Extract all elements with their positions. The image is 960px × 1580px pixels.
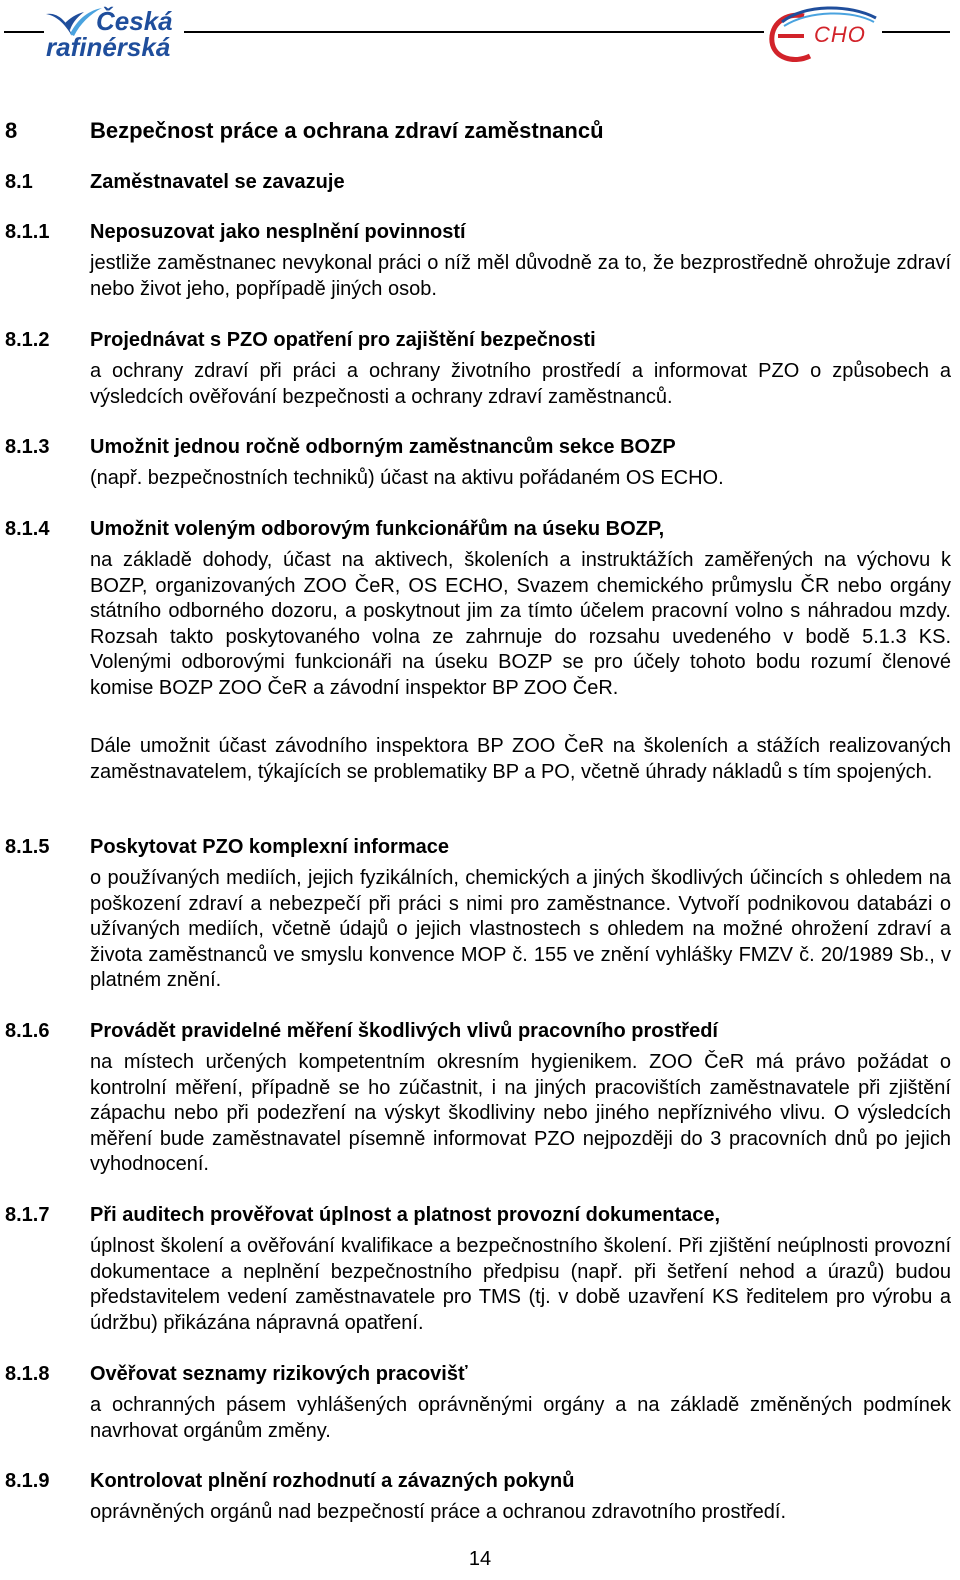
section-paragraph: na místech určených kompetentním okresním hygienikem. ZOO ČeR má právo požádat o kontrolní měření, případně se ho zúčastnit, i na jiných pracovištích zaměstnavatele při zjištění zápachu nebo při podezření na výskyt škodliviny nebo jiného nepříznivého vlivu. O výsledcích měření bude zaměstnavatel písemně informovat PZO nejpozději do 3 pracovních dnů po jejich vyhodnocení. — [90, 1051, 951, 1176]
section-paragraph: a ochrany zdraví při práci a ochrany životního prostředí a informovat PZO o způsobech a výsledcích ověřování bezpečnosti a ochrany zdraví zaměstnanců. — [90, 360, 951, 408]
section-paragraph: a ochranných pásem vyhlášených oprávněnými orgány a na základě změněných podmínek navrhovat orgánům změny. — [90, 1394, 951, 1442]
section-paragraph: o používaných mediích, jejich fyzikálních, chemických a jiných škodlivých účincích s ohledem na poškození zdraví a nebezpečí při práci s nimi pro zaměstnance. Vytvoří podnikovou databázi o užívaných mediích, včetně údajů o jejich vlastnostech s ohledem na možné ohrožení zdraví a života zaměstnanců ve smyslu konvence MOP č. 155 ve znění vyhlášky FMZV č. 20/1989 Sb., v platném znění. — [90, 867, 951, 992]
echo-logo — [764, 2, 882, 66]
page-number: 14 — [468, 1548, 492, 1570]
section-paragraph: oprávněných orgánů nad bezpečností práce a ochranou zdravotního prostředí. — [90, 1501, 787, 1523]
section-number: 8.1 — [5, 171, 33, 193]
section-paragraph: Dále umožnit účast závodního inspektora BP ZOO ČeR na školeních a stážích realizovaných zaměstnavatelem, týkajících se problematiky BP a PO, včetně úhrady nákladů s tím spojených. — [90, 735, 951, 783]
section-number: 8.1.9 — [5, 1470, 50, 1492]
section-number: 8.1.6 — [5, 1020, 50, 1042]
section-heading: Projednávat s PZO opatření pro zajištění bezpečnosti — [90, 329, 596, 351]
section-paragraph: úplnost školení a ověřování kvalifikace a bezpečnostního školení. Při zjištění neúplnosti provozní dokumentace a neplnění bezpečnostního předpisu (např. při šetření nehod a úrazů) budou představitelem vedení zaměstnavatele pro TMS (tj. v době uzavření KS ředitelem pro výrobu a údržbu) přikázána nápravná opatření. — [90, 1235, 951, 1334]
section-heading: Provádět pravidelné měření škodlivých vlivů pracovního prostředí — [90, 1020, 718, 1042]
echo-logo-text: CHO — [814, 22, 866, 47]
section-heading: Kontrolovat plnění rozhodnutí a závazných pokynů — [90, 1470, 575, 1492]
section-number: 8.1.5 — [5, 836, 50, 858]
section-number: 8.1.7 — [5, 1204, 50, 1226]
section-heading: Při auditech prověřovat úplnost a platnost provozní dokumentace, — [90, 1204, 721, 1226]
section-heading: Bezpečnost práce a ochrana zdraví zaměstnanců — [90, 118, 604, 143]
section-number: 8 — [5, 118, 18, 143]
section-paragraph: (např. bezpečnostních techniků) účast na aktivu pořádaném OS ECHO. — [90, 467, 724, 489]
logo-text-line1: Česká — [96, 6, 173, 36]
ceska-rafinerska-logo — [44, 4, 184, 64]
logo-text-line2: rafinérská — [46, 32, 171, 62]
section-heading: Neposuzovat jako nesplnění povinností — [90, 221, 466, 243]
page-header — [0, 0, 960, 70]
section-number: 8.1.2 — [5, 329, 50, 351]
section-paragraph: jestliže zaměstnanec nevykonal práci o níž měl důvodně za to, že bezprostředně ohrožuje zdraví nebo život jeho, popřípadě jiných osob. — [90, 252, 951, 300]
section-heading: Umožnit voleným odborovým funkcionářům na úseku BOZP, — [90, 518, 665, 540]
section-number: 8.1.4 — [5, 518, 50, 540]
section-number: 8.1.1 — [5, 221, 50, 243]
section-paragraph: na základě dohody, účast na aktivech, školeních a instruktážích zaměřených na výchovu k BOZP, organizovaných ZOO ČeR, OS ECHO, Svazem chemického průmyslu ČR nebo orgány státního odborného dozoru, a poskytnout jim za tímto účelem pracovní volno s náhradou mzdy. Rozsah takto poskytovaného volna ze zahrnuje do rozsahu uvedeného v bodě 5.1.3 KS. Volenými odborovými funkcionáři na úseku BOZP se pro účely tohoto bodu rozumí členové komise BOZP ZOO ČeR a závodní inspektor BP ZOO ČeR. — [90, 549, 951, 699]
section-heading: Zaměstnavatel se zavazuje — [90, 171, 345, 193]
section-number: 8.1.3 — [5, 436, 50, 458]
section-heading: Ověřovat seznamy rizikových pracovišť — [90, 1363, 468, 1385]
section-number: 8.1.8 — [5, 1363, 50, 1385]
section-heading: Poskytovat PZO komplexní informace — [90, 836, 449, 858]
section-heading: Umožnit jednou ročně odborným zaměstnancům sekce BOZP — [90, 436, 676, 458]
